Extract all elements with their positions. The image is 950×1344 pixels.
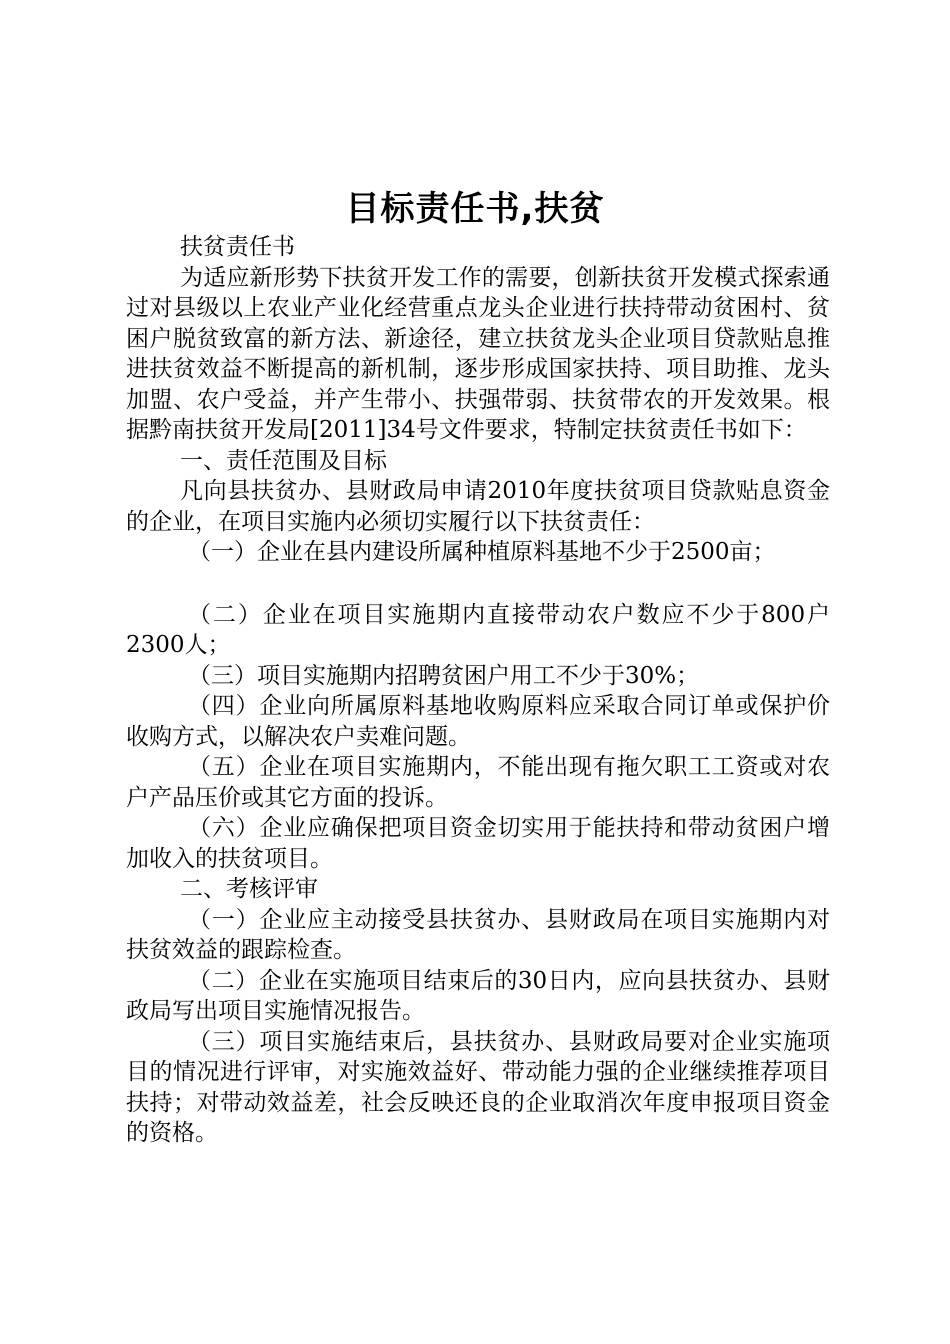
- item-1-4: （四）企业向所属原料基地收购原料应采取合同订单或保护价收购方式，以解决农户卖难问题。: [126, 693, 830, 750]
- item-2-2: （二）企业在实施项目结束后的30日内，应向县扶贫办、县财政局写出项目实施情况报告。: [126, 967, 830, 1024]
- item-2-1: （一）企业应主动接受县扶贫办、县财政局在项目实施期内对扶贫效益的跟踪检查。: [126, 906, 830, 963]
- document-body: [126, 232, 830, 1149]
- item-1-5: （五）企业在项目实施期内，不能出现有拖欠职工工资或对农户产品压价或其它方面的投诉。: [126, 754, 830, 811]
- paragraph-heading: 扶贫责任书: [180, 234, 295, 260]
- section-heading-1: 一、责任范围及目标: [180, 447, 387, 474]
- item-1-2: （二）企业在项目实施期内直接带动农户数应不少于800户2300人；: [126, 601, 830, 658]
- paragraph-scope: 凡向县扶贫办、县财政局申请2010年度扶贫项目贷款贴息资金的企业，在项目实施内必须切实履行以下扶贫责任：: [126, 478, 830, 535]
- item-1-6: （六）企业应确保把项目资金切实用于能扶持和带动贫困户增加收入的扶贫项目。: [126, 815, 830, 872]
- section-heading-2: 二、考核评审: [180, 876, 318, 902]
- paragraph-intro: 为适应新形势下扶贫开发工作的需要，创新扶贫开发模式探索通过对县级以上农业产业化经营重点龙头企业进行扶持带动贫困村、贫困户脱贫致富的新方法、新途径，建立扶贫龙头企业项目贷款贴息推进扶贫效益不断提高的新机制，逐步形成国家扶持、项目助推、龙头加盟、农户受益，并产生带小、扶强带弱、扶贫带农的开发效果。根据黔南扶贫开发局[2011]34号文件要求，特制定扶贫责任书如下：: [126, 264, 830, 443]
- item-1-1: （一）企业在县内建设所属种植原料基地不少于2500亩；: [188, 539, 776, 565]
- item-2-3: （三）项目实施结束后，县扶贫办、县财政局要对企业实施项目的情况进行评审，对实施效益好、带动能力强的企业继续推荐项目扶持；对带动效益差，社会反映还良的企业取消次年度申报项目资金的资格。: [126, 1028, 830, 1146]
- document-title: 目标责任书,扶贫: [345, 189, 605, 229]
- item-1-3: （三）项目实施期内招聘贫困户用工不少于30%；: [188, 662, 700, 689]
